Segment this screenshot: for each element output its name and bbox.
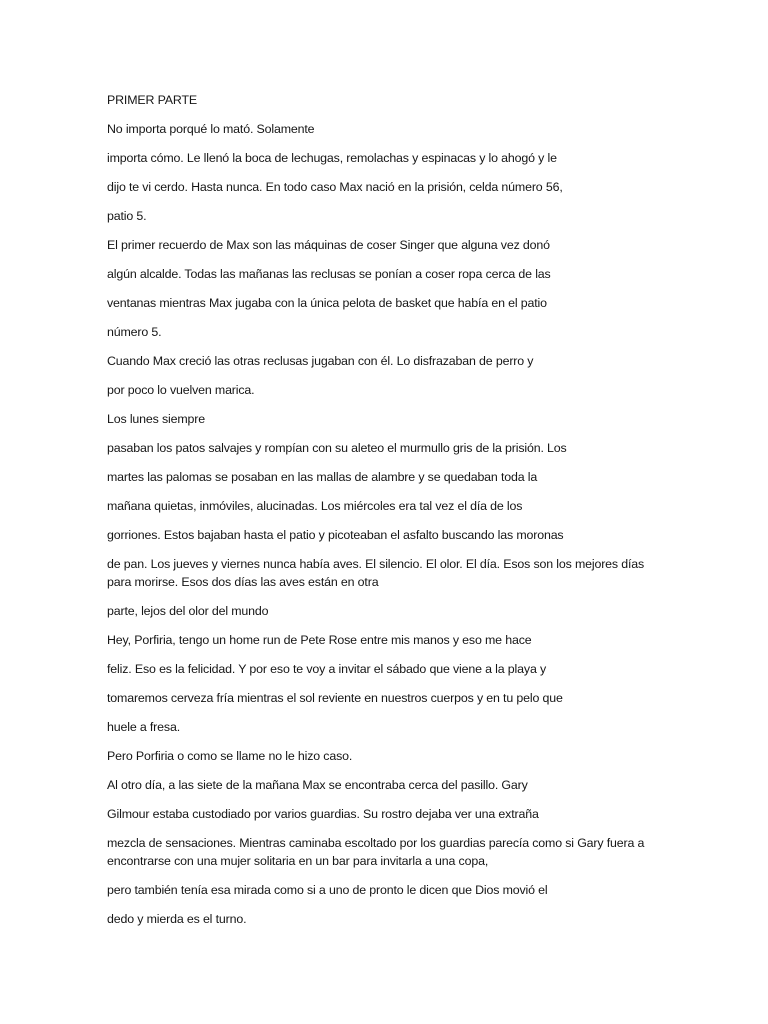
text-line: martes las palomas se posaban en las mallas de alambre y se quedaban toda la — [107, 470, 538, 484]
text-line: mezcla de sensaciones. Mientras caminaba escoltado por los guardias parecía como si Gary fuera a — [107, 836, 645, 850]
text-line: importa cómo. Le llenó la boca de lechugas, remolachas y espinacas y lo ahogó y le — [107, 151, 557, 165]
text-line: Gilmour estaba custodiado por varios guardias. Su rostro dejaba ver una extraña — [107, 807, 539, 821]
text-line: Al otro día, a las siete de la mañana Max se encontraba cerca del pasillo. Gary — [107, 778, 528, 792]
text-line: mañana quietas, inmóviles, alucinadas. Los miércoles era tal vez el día de los — [107, 499, 523, 513]
text-line: para morirse. Esos dos días las aves están en otra — [107, 575, 379, 589]
text-line: Hey, Porfiria, tengo un home run de Pete Rose entre mis manos y eso me hace — [107, 633, 532, 647]
text-line: de pan. Los jueves y viernes nunca había aves. El silencio. El olor. El día. Esos son los mejores días — [107, 557, 645, 571]
text-line: encontrarse con una mujer solitaria en un bar para invitarla a una copa, — [107, 854, 489, 868]
text-line: dijo te vi cerdo. Hasta nunca. En todo caso Max nació en la prisión, celda número 56, — [107, 180, 563, 194]
text-line: ventanas mientras Max jugaba con la única pelota de basket que había en el patio — [107, 296, 547, 310]
text-line: número 5. — [107, 325, 162, 339]
text-line: pasaban los patos salvajes y rompían con su aleteo el murmullo gris de la prisión. Los — [107, 441, 567, 455]
document-body — [107, 91, 667, 939]
text-line: parte, lejos del olor del mundo — [107, 604, 269, 618]
text-line: No importa porqué lo mató. Solamente — [107, 122, 315, 136]
text-line: algún alcalde. Todas las mañanas las reclusas se ponían a coser ropa cerca de las — [107, 267, 551, 281]
text-line: por poco lo vuelven marica. — [107, 383, 255, 397]
section-heading: PRIMER PARTE — [107, 93, 197, 107]
text-line: Pero Porfiria o como se llame no le hizo caso. — [107, 749, 353, 763]
text-line: patio 5. — [107, 209, 147, 223]
text-line: tomaremos cerveza fría mientras el sol reviente en nuestros cuerpos y en tu pelo que — [107, 691, 563, 705]
text-line: dedo y mierda es el turno. — [107, 912, 247, 926]
text-line: feliz. Eso es la felicidad. Y por eso te voy a invitar el sábado que viene a la playa y — [107, 662, 547, 676]
text-line: pero también tenía esa mirada como si a uno de pronto le dicen que Dios movió el — [107, 883, 548, 897]
text-line: huele a fresa. — [107, 720, 180, 734]
text-line: Cuando Max creció las otras reclusas jugaban con él. Lo disfrazaban de perro y — [107, 354, 534, 368]
text-line: El primer recuerdo de Max son las máquinas de coser Singer que alguna vez donó — [107, 238, 550, 252]
text-line: Los lunes siempre — [107, 412, 206, 426]
text-line: gorriones. Estos bajaban hasta el patio y picoteaban el asfalto buscando las moronas — [107, 528, 564, 542]
